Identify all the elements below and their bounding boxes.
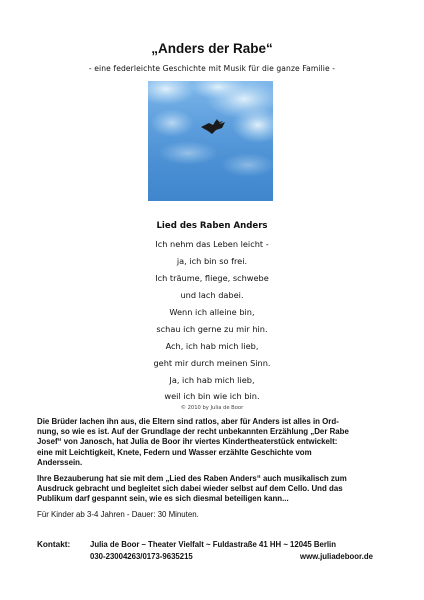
raven-cover-image (148, 81, 273, 201)
age-duration-note: Für Kinder ab 3-4 Jahren - Dauer: 30 Minuten. (37, 510, 199, 519)
cloud-shape (148, 81, 196, 105)
sky-illustration (148, 81, 273, 201)
paragraph-line: Publikum darf gespannt sein, wie es sich diesmal beteiligen kann... (37, 494, 289, 504)
music-paragraph (37, 474, 393, 505)
song-line: weil ich bin wie ich bin. (164, 391, 260, 401)
song-line: und lach dabei. (180, 290, 244, 300)
contact-label: Kontakt: (37, 540, 71, 549)
song-copyright: © 2010 by Julia de Boor (180, 405, 244, 411)
song-line: Ich nehm das Leben leicht - (155, 239, 269, 249)
paragraph-line: Die Brüder lachen ihn aus, die Eltern sind ratlos, aber für Anders ist alles in Ord- (37, 417, 339, 426)
song-title: Lied des Raben Anders (156, 221, 268, 231)
paragraph-line: Anderssein. (37, 457, 83, 467)
flyer-title: „Anders der Rabe“ (151, 41, 273, 56)
cloud-shape (220, 153, 273, 177)
song-line: ja, ich bin so frei. (176, 256, 248, 266)
contact-address: Julia de Boor – Theater Vielfalt ~ Fuldastraße 41 HH ~ 12045 Berlin (90, 540, 336, 549)
cloud-shape (150, 109, 194, 137)
song-line: schau ich gerne zu mir hin. (156, 324, 268, 334)
story-paragraph (37, 417, 393, 468)
song-line: Ja, ich hab mich lieb, (169, 375, 255, 385)
paragraph-line: Ausdruck gebracht und begleitet sich dabei wieder selbst auf dem Cello. Und das (37, 484, 343, 494)
paragraph-line: eine mit Leichtigkeit, Knete, Federn und Wasser erzählte Geschichte vom (37, 447, 312, 457)
paragraph-line: Ihre Bezauberung hat sie mit dem „Lied des Raben Anders“ auch musikalisch zum (37, 474, 347, 483)
song-line: Ich träume, fliege, schwebe (155, 273, 269, 283)
paragraph-line: Josef“ von Janosch, hat Julia de Boor ihr viertes Kindertheaterstück entwickelt: (37, 437, 338, 447)
contact-phone: 030-23004263/0173-9635215 (90, 552, 193, 561)
raven-icon (201, 119, 225, 134)
song-line: Ach, ich hab mich lieb, (165, 341, 259, 351)
song-line: geht mir durch meinen Sinn. (153, 358, 271, 368)
flyer-subtitle: - eine federleichte Geschichte mit Musik für die ganze Familie - (88, 64, 336, 73)
song-line: Wenn ich alleine bin, (169, 307, 255, 317)
cloud-shape (158, 141, 218, 165)
paragraph-line: nung, so wie es ist. Auf der Grundlage der recht unbekannten Erzählung „Der Rabe (37, 427, 349, 437)
contact-website[interactable]: www.juliadeboor.de (300, 552, 373, 561)
